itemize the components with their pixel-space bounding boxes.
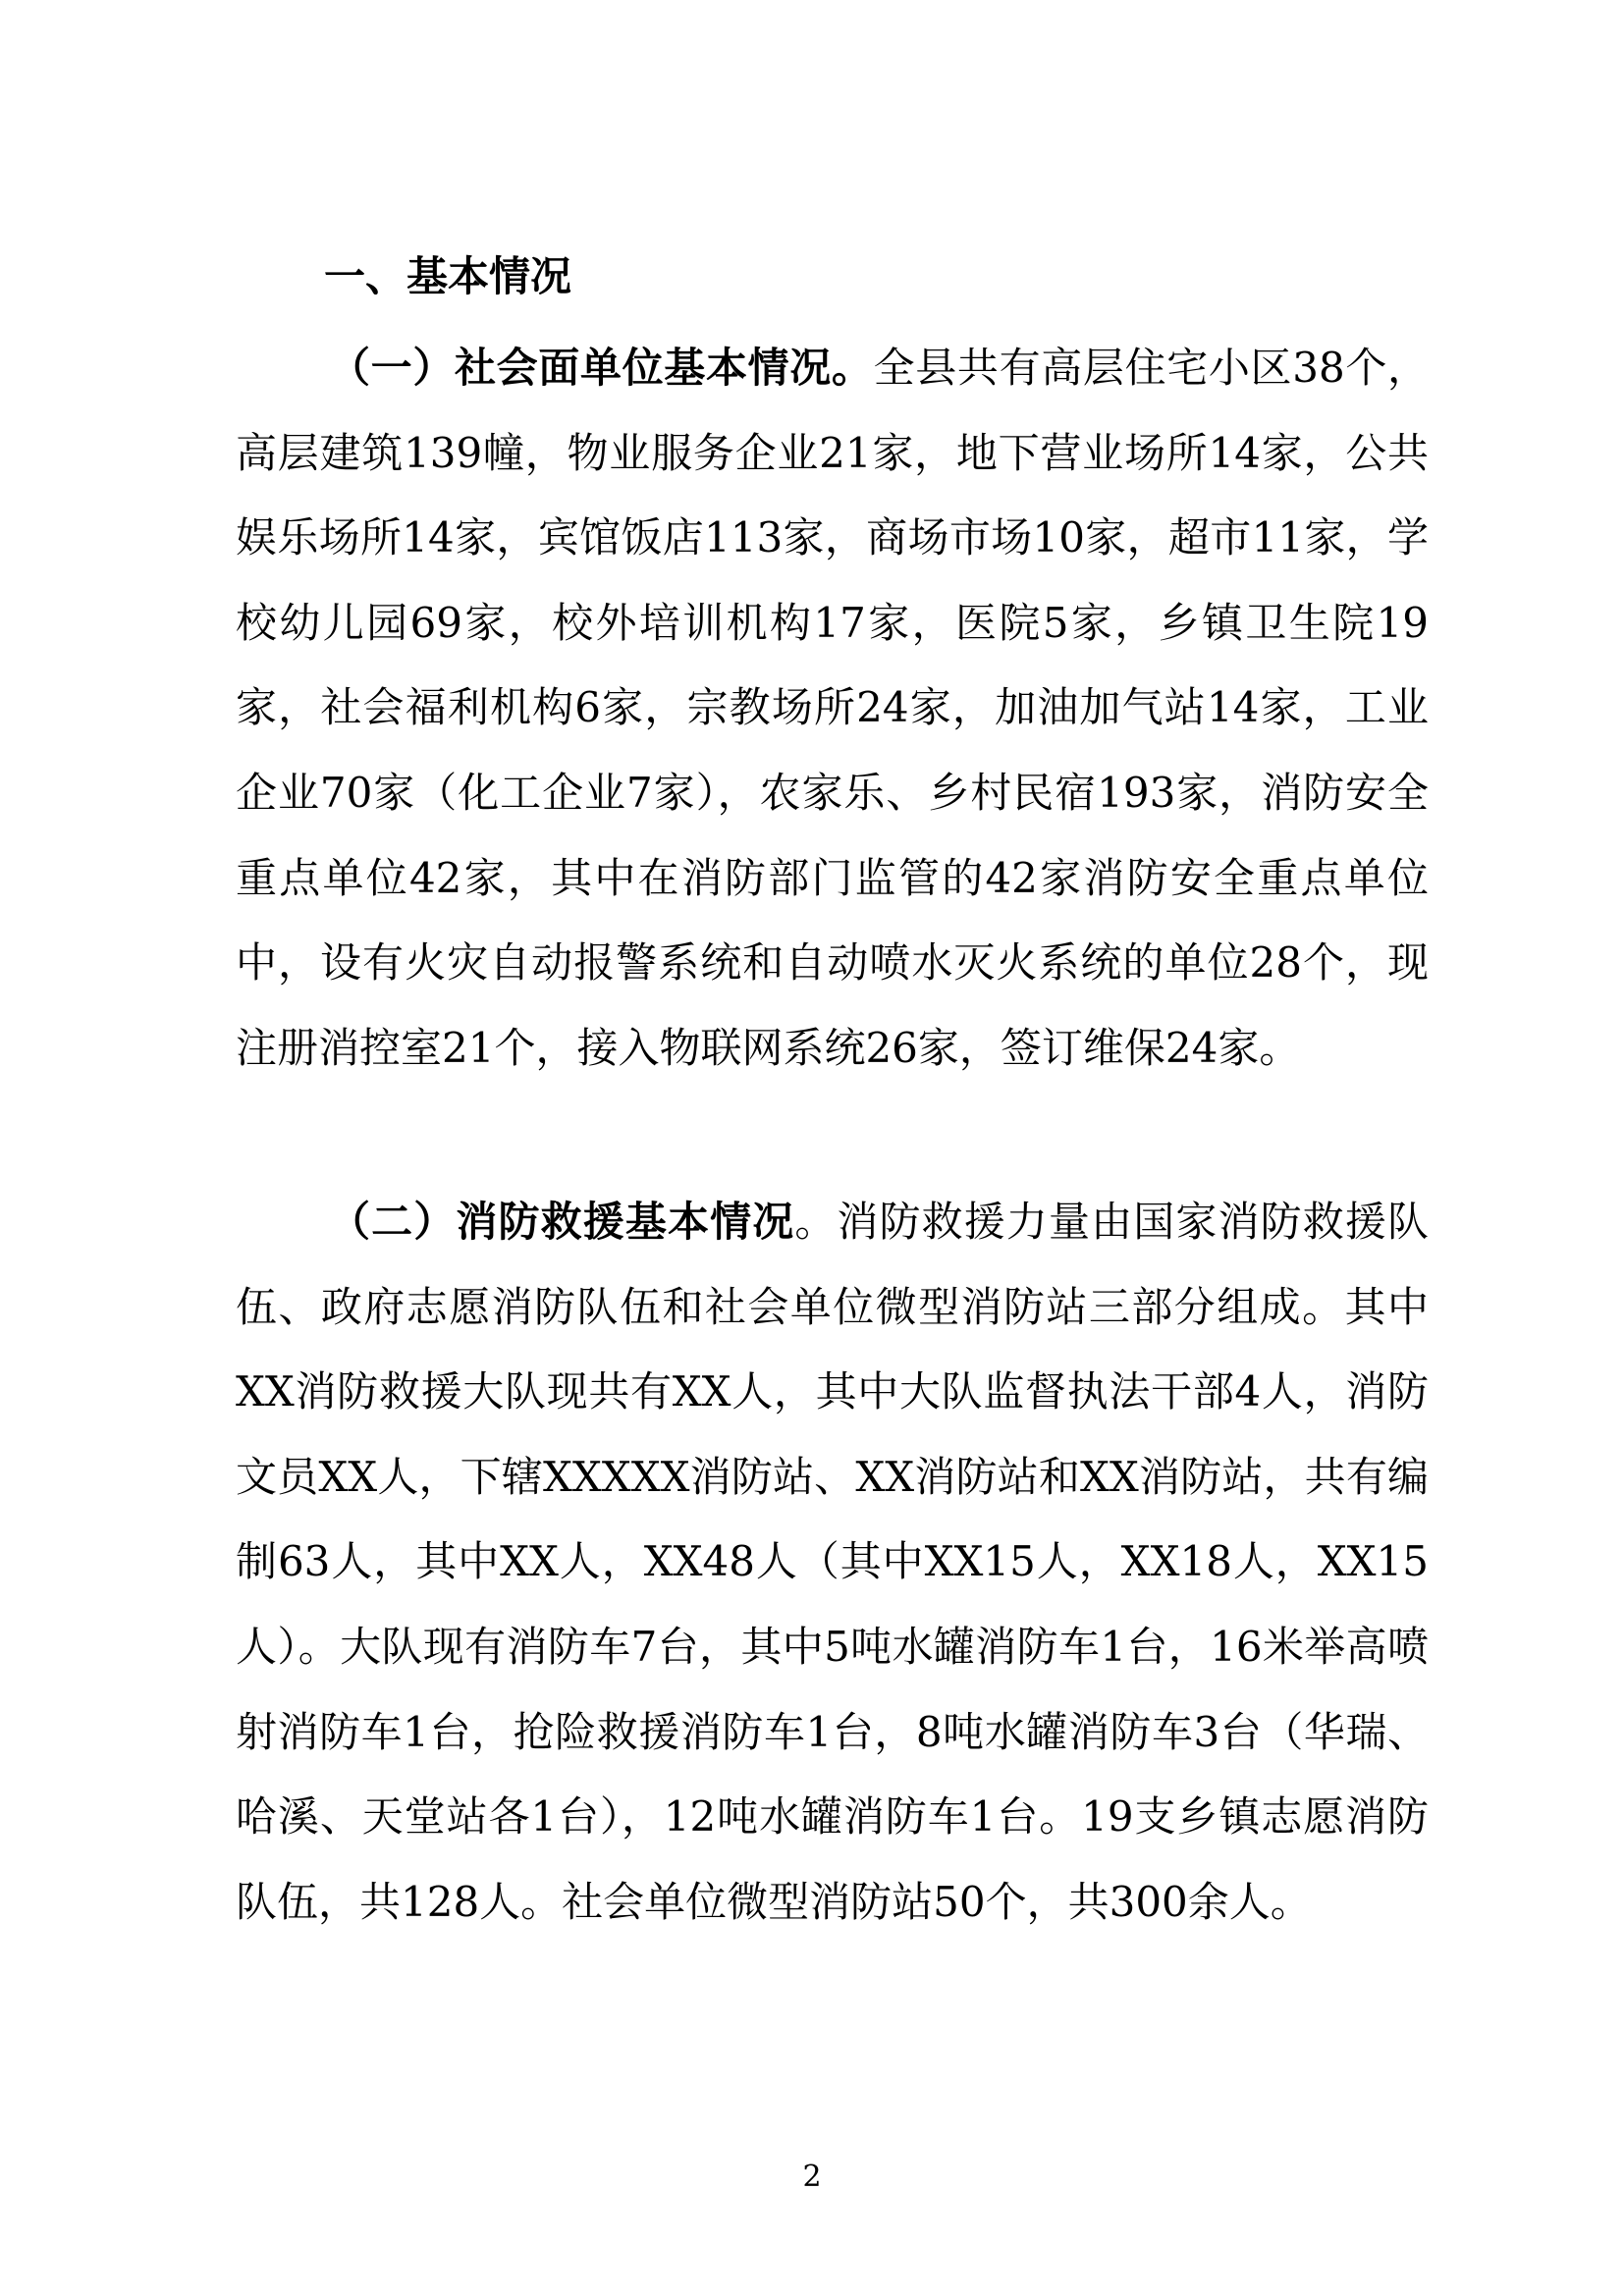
paragraph-lead-fire-rescue: （二）消防救援基本情况 bbox=[329, 1198, 795, 1246]
paragraph-body-social-units: 全县共有高层住宅小区38个，高层建筑139幢，物业服务企业21家，地下营业场所14家，公共娱乐场所14家，宾馆饭店113家，商场市场10家，超市11家，学校幼儿园69家，校外培训机构17家，医院5家，乡镇卫生院19家，社会福利机构6家，宗教场所24家，加油加气站14家，工业企业70家（化工企业7家），农家乐、乡村民宿193家，消防安全重点单位42家，其中在消防部门监管的42家消防安全重点单位中，设有火灾自动报警系统和自动喷水灭火系统的单位28个，现注册消控室21个，接入物联网系统26家，签订维保24家。 bbox=[236, 344, 1429, 1072]
paragraph-lead-social-units: （一）社会面单位基本情况。 bbox=[329, 344, 874, 392]
section-heading: 一、基本情况 bbox=[324, 252, 572, 300]
page-number: 2 bbox=[802, 2160, 822, 2194]
paragraph-fire-rescue bbox=[236, 1180, 1429, 1945]
paragraph-social-units bbox=[236, 326, 1429, 1091]
paragraph-body-fire-rescue: 。消防救援力量由国家消防救援队伍、政府志愿消防队伍和社会单位微型消防站三部分组成。其中XX消防救援大队现共有XX人，其中大队监督执法干部4人，消防文员XX人，下辖XXXXX消防站、XX消防站和XX消防站，共有编制63人，其中XX人，XX48人（其中XX15人，XX18人，XX15人）。大队现有消防车7台，其中5吨水罐消防车1台，16米举高喷射消防车1台，抢险救援消防车1台，8吨水罐消防车3台（华瑞、哈溪、天堂站各1台），12吨水罐消防车1台。19支乡镇志愿消防队伍，共128人。社会单位微型消防站50个，共300余人。 bbox=[236, 1198, 1429, 1926]
